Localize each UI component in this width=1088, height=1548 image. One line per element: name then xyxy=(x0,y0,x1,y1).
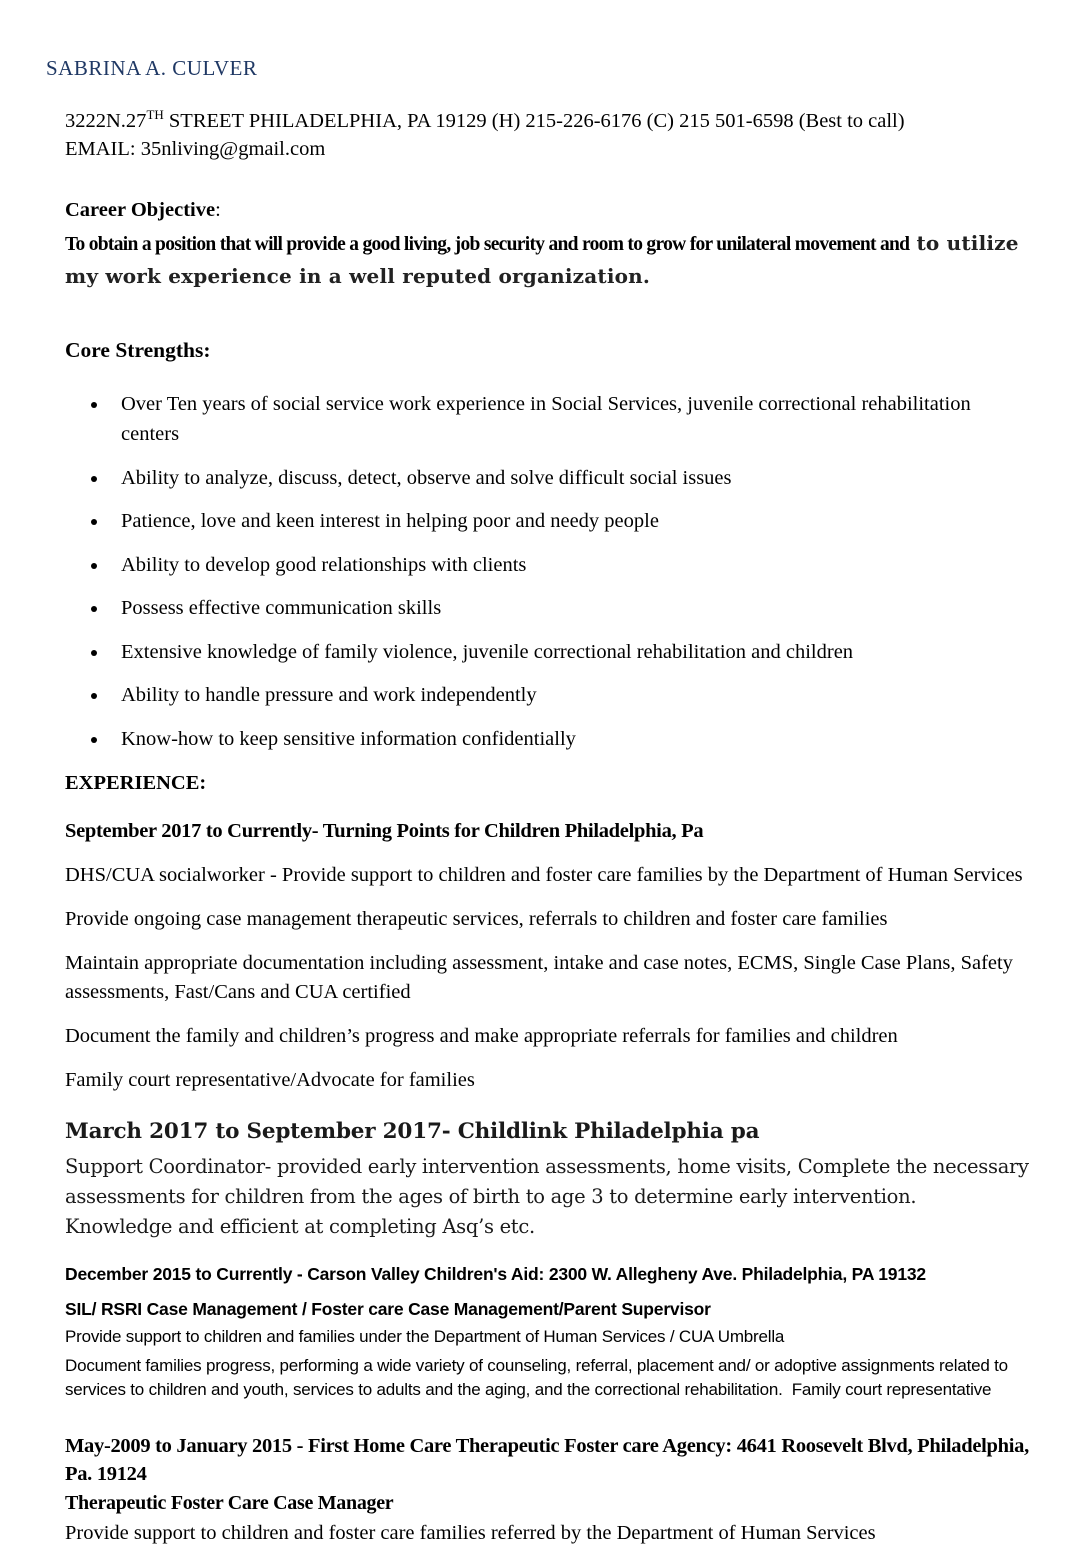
career-objective-heading xyxy=(65,199,1030,222)
strength-item: • Ability to develop good relationships with clients xyxy=(109,550,1030,580)
objective-text-part1: To obtain a position that will provide a good living, job security and room to grow for unilateral movement and xyxy=(65,234,910,255)
objective-text-part2: to utilize my work experience in a well reputed organization. xyxy=(65,231,1026,288)
job-title: September 2017 to Currently- Turning Points for Children Philadelphia, Pa xyxy=(65,819,704,842)
address-line xyxy=(65,107,1030,135)
career-objective-section xyxy=(65,199,1030,294)
job-paragraph: Maintain appropriate documentation including assessment, intake and case notes, ECMS, Single Case Plans, Safety assessments, Fast/Cans and CUA certified xyxy=(65,951,1019,1003)
job-role-subtitle: SIL/ RSRI Case Management / Foster care Case Management/Parent Supervisor xyxy=(65,1298,711,1319)
address-rest: STREET PHILADELPHIA, PA 19129 (H) 215-226-6176 (C) 215 501-6598 (Best to call) xyxy=(163,110,905,132)
strength-item: • Ability to handle pressure and work independently xyxy=(109,680,1030,710)
job-paragraph: DHS/CUA socialworker - Provide support to children and foster care families by the Department of Human Services xyxy=(65,863,1023,886)
address-street-number: 3222N.27 xyxy=(65,110,147,132)
strength-item: • Possess effective communication skills xyxy=(109,593,1030,623)
job-paragraph: Provide ongoing case management therapeutic services, referrals to children and foster care families xyxy=(65,907,888,930)
job-paragraph: Document the family and children’s progress and make appropriate referrals for families and children xyxy=(65,1024,898,1047)
strength-item: • Patience, love and keen interest in helping poor and needy people xyxy=(109,506,1030,536)
career-objective-heading-text: Career Objective xyxy=(65,199,216,221)
career-objective-text xyxy=(65,228,1030,294)
experience-section xyxy=(65,771,1035,1548)
job-paragraph: Provide support to children and families under the Department of Human Services / CUA Umbrella xyxy=(65,1326,785,1346)
core-strengths-section xyxy=(65,338,1030,754)
job-role-subtitle: Therapeutic Foster Care Case Manager xyxy=(65,1491,394,1514)
job-paragraph: Support Coordinator- provided early intervention assessments, home visits, Complete the necessary assessments for children from the ages of birth to age 3 to determine early intervention. Knowledge and efficient at completing Asq’s etc. xyxy=(65,1154,1035,1238)
job-title: March 2017 to September 2017- Childlink Philadelphia pa xyxy=(65,1118,760,1144)
job-paragraph: Provide support to children and foster care families referred by the Department of Human Services xyxy=(65,1521,876,1544)
contact-block xyxy=(65,107,1030,163)
core-strengths-list xyxy=(65,389,1030,754)
job-paragraph: Document families progress, performing a wide variety of counseling, referral, placement and/ or adoptive assignments related to services to children and youth, services to adults and the aging, and the correctional rehabilitation. Family court representative xyxy=(65,1355,1013,1399)
strength-item: • Over Ten years of social service work experience in Social Services, juvenile correctional rehabilitation centers xyxy=(109,389,1030,449)
job-title: December 2015 to Currently - Carson Valley Children's Aid: 2300 W. Allegheny Ave. Philadelphia, PA 19132 xyxy=(65,1263,926,1284)
job-paragraph: Family court representative/Advocate for families xyxy=(65,1068,475,1091)
job-turning-points xyxy=(65,817,1030,1095)
email-line: EMAIL: 35nliving@gmail.com xyxy=(65,138,326,160)
career-objective-heading-colon: : xyxy=(215,199,221,221)
job-title: May-2009 to January 2015 - First Home Care Therapeutic Foster care Agency: 4641 Roosevelt Blvd, Philadelphia, Pa. 19124 xyxy=(65,1434,1029,1485)
job-carson-valley xyxy=(65,1264,1030,1402)
core-strengths-heading: Core Strengths: xyxy=(65,338,211,362)
job-childlink xyxy=(65,1118,1035,1242)
experience-heading: EXPERIENCE: xyxy=(65,771,207,794)
candidate-name: SABRINA A. CULVER xyxy=(46,56,258,80)
strength-item: • Know-how to keep sensitive information confidentially xyxy=(109,724,1030,754)
address-ordinal-superscript: TH xyxy=(146,107,164,123)
strength-item: • Extensive knowledge of family violence, juvenile correctional rehabilitation and children xyxy=(109,637,1030,667)
job-first-home-care xyxy=(65,1432,1030,1548)
strength-item: • Ability to analyze, discuss, detect, observe and solve difficult social issues xyxy=(109,463,1030,493)
